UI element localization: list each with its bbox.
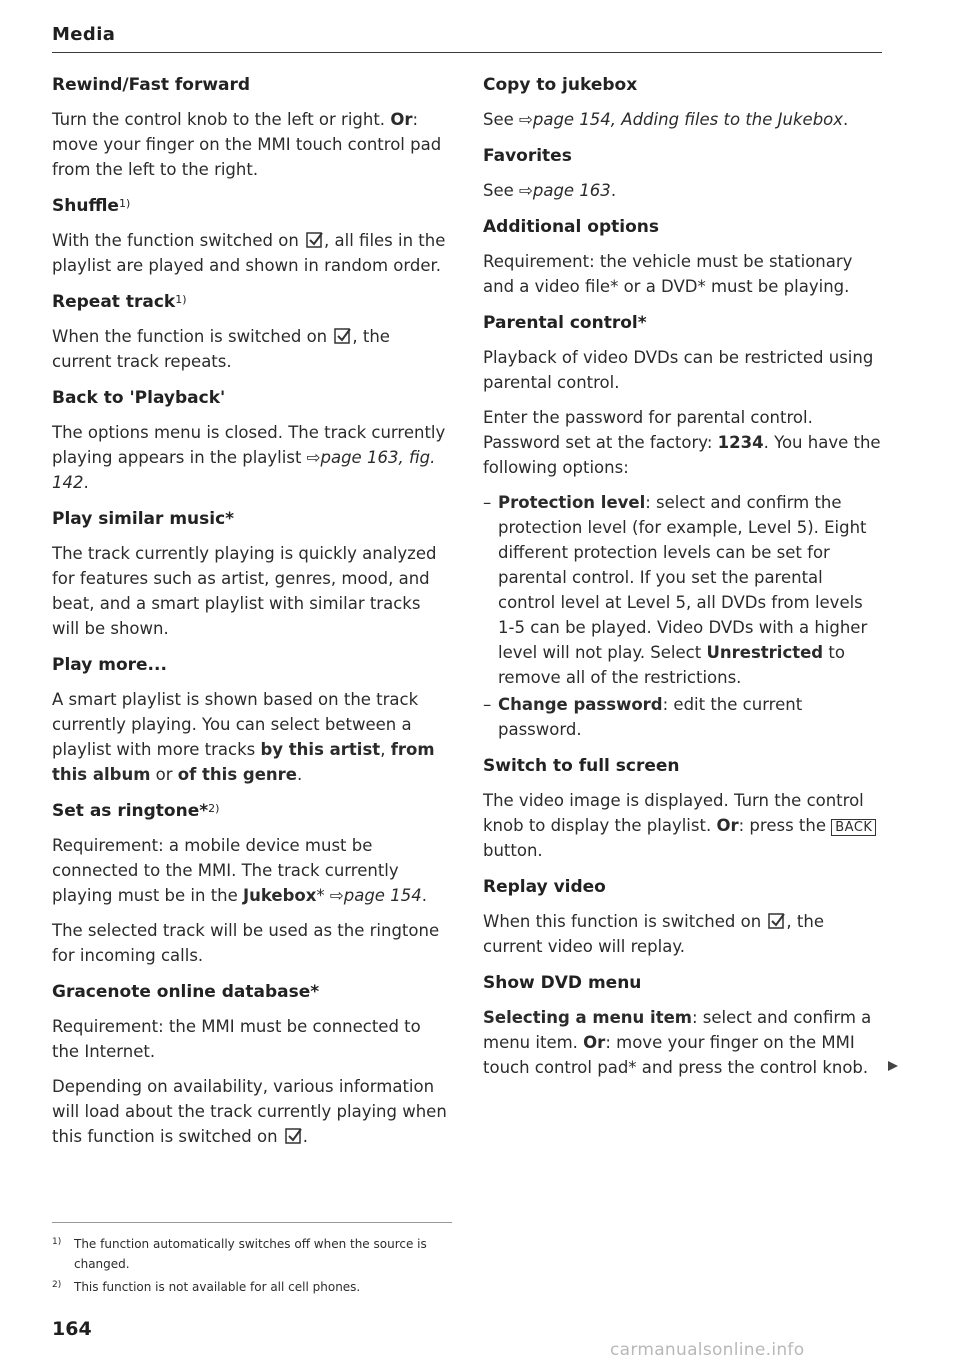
section-copy-to-jukebox — [483, 73, 883, 132]
section-play-similar — [52, 507, 452, 641]
section-shuffle — [52, 194, 452, 278]
section-title: Media — [52, 24, 116, 45]
text-play-similar: The track currently playing is quickly analyzed for features such as artist, genres, mood, and beat, and a smart playlist with similar tracks will be shown. — [52, 544, 437, 638]
text-ringtone-requirement: Requirement: a mobile device must be connected to the MMI. The track currently playing must be in the Jukebox* ⇨page 154. — [52, 836, 427, 905]
watermark: carmanualsonline.info — [610, 1340, 805, 1360]
page-reference[interactable]: page 163 — [532, 181, 611, 200]
heading-dvd-menu: Show DVD menu — [483, 973, 642, 993]
text-copy-to-jukebox: See ⇨page 154, Adding files to the Jukebox. — [483, 110, 849, 129]
footnotes — [52, 1234, 452, 1300]
page-number: 164 — [52, 1318, 92, 1340]
heading-play-more: Play more... — [52, 655, 167, 675]
text-replay-video: When this function is switched on , the current video will replay. — [483, 912, 824, 956]
arrow-icon: ⇨ — [519, 181, 533, 200]
text-rewind: Turn the control knob to the left or right. Or: move your finger on the MMI touch control pad from the left to the right. — [52, 110, 442, 179]
text-play-more: A smart playlist is shown based on the track currently playing. You can select between a playlist with more tracks by this artist, from this album or of this genre. — [52, 690, 435, 784]
heading-ringtone: Set as ringtone*$^{2)}$ — [52, 801, 220, 821]
heading-gracenote: Gracenote online database* — [52, 982, 320, 1002]
heading-shuffle: Shuffle$^{1)}$ — [52, 196, 131, 216]
page-reference[interactable]: page 154, Adding files to the Jukebox — [532, 110, 844, 129]
section-rewind — [52, 73, 452, 182]
play-triangle-icon — [887, 1060, 899, 1072]
footnote: 1) The function automatically switches off when the source is changed. — [52, 1237, 427, 1271]
section-dvd-menu — [483, 971, 883, 1080]
section-repeat-track — [52, 290, 452, 374]
arrow-icon: ⇨ — [329, 886, 344, 905]
checked-box-icon — [768, 912, 786, 930]
checked-box-icon — [306, 231, 324, 249]
checked-box-icon — [285, 1127, 303, 1145]
list-item: – Change password: edit the current password. — [483, 692, 883, 742]
text-favorites: See ⇨page 163. — [483, 181, 617, 200]
back-key-label: BACK — [831, 819, 876, 836]
heading-parental-control: Parental control* — [483, 313, 647, 333]
heading-play-similar: Play similar music* — [52, 509, 235, 529]
section-play-more — [52, 653, 452, 787]
section-replay-video — [483, 875, 883, 959]
section-ringtone — [52, 799, 452, 968]
text-additional-options: Requirement: the vehicle must be stationary and a video file* or a DVD* must be playing. — [483, 252, 853, 296]
page-header — [52, 24, 882, 53]
section-parental-control — [483, 311, 883, 742]
section-full-screen — [483, 754, 883, 863]
text-parental-password: Enter the password for parental control. Password set at the factory: 1234. You have the following options: — [483, 408, 881, 477]
text-parental-intro: Playback of video DVDs can be restricted using parental control. — [483, 348, 874, 392]
footnote-divider — [52, 1222, 452, 1223]
section-back-to-playback — [52, 386, 452, 495]
list-item: – Protection level: select and confirm the protection level (for example, Level 5). Eight different protection levels can be set for parental control. If you set the parental control level at Level 5, all DVDs from levels 1-5 can be played. Video DVDs with a higher level will not play. Select Unrestricted to remove all of the restrictions. — [483, 490, 883, 690]
heading-rewind: Rewind/Fast forward — [52, 75, 251, 95]
text-shuffle: With the function switched on , all files in the playlist are played and shown in random order. — [52, 231, 446, 275]
left-column — [52, 73, 452, 1161]
heading-replay-video: Replay video — [483, 877, 606, 897]
heading-full-screen: Switch to full screen — [483, 756, 680, 776]
page-reference[interactable]: page 163, fig. 142 — [52, 448, 436, 492]
arrow-icon: ⇨ — [519, 110, 533, 129]
section-favorites — [483, 144, 883, 203]
text-gracenote-info: Depending on availability, various information will load about the track currently playing when this function is switched on . — [52, 1077, 447, 1146]
text-repeat-track: When the function is switched on , the current track repeats. — [52, 327, 390, 371]
heading-back-to-playback: Back to 'Playback' — [52, 388, 226, 408]
heading-copy-to-jukebox: Copy to jukebox — [483, 75, 638, 95]
page-reference[interactable]: page 154 — [343, 886, 422, 905]
parental-options-list — [483, 490, 883, 742]
section-additional-options — [483, 215, 883, 299]
right-column — [483, 73, 883, 1092]
text-full-screen: The video image is displayed. Turn the control knob to display the playlist. Or: press the BACK button. — [483, 788, 883, 863]
section-gracenote — [52, 980, 452, 1149]
footnote: 2) This function is not available for all cell phones. — [52, 1280, 361, 1294]
text-gracenote-requirement: Requirement: the MMI must be connected to the Internet. — [52, 1017, 421, 1061]
heading-repeat-track: Repeat track$^{1)}$ — [52, 292, 187, 312]
text-dvd-menu: Selecting a menu item: select and confirm a menu item. Or: move your finger on the MMI touch control pad* and press the control knob. — [483, 1008, 872, 1077]
text-ringtone-usage: The selected track will be used as the ringtone for incoming calls. — [52, 921, 440, 965]
arrow-icon: ⇨ — [306, 448, 321, 467]
checked-box-icon — [334, 327, 352, 345]
heading-additional-options: Additional options — [483, 217, 659, 237]
heading-favorites: Favorites — [483, 146, 572, 166]
text-back-to-playback: The options menu is closed. The track currently playing appears in the playlist ⇨page 163, fig. 142. — [52, 423, 446, 492]
